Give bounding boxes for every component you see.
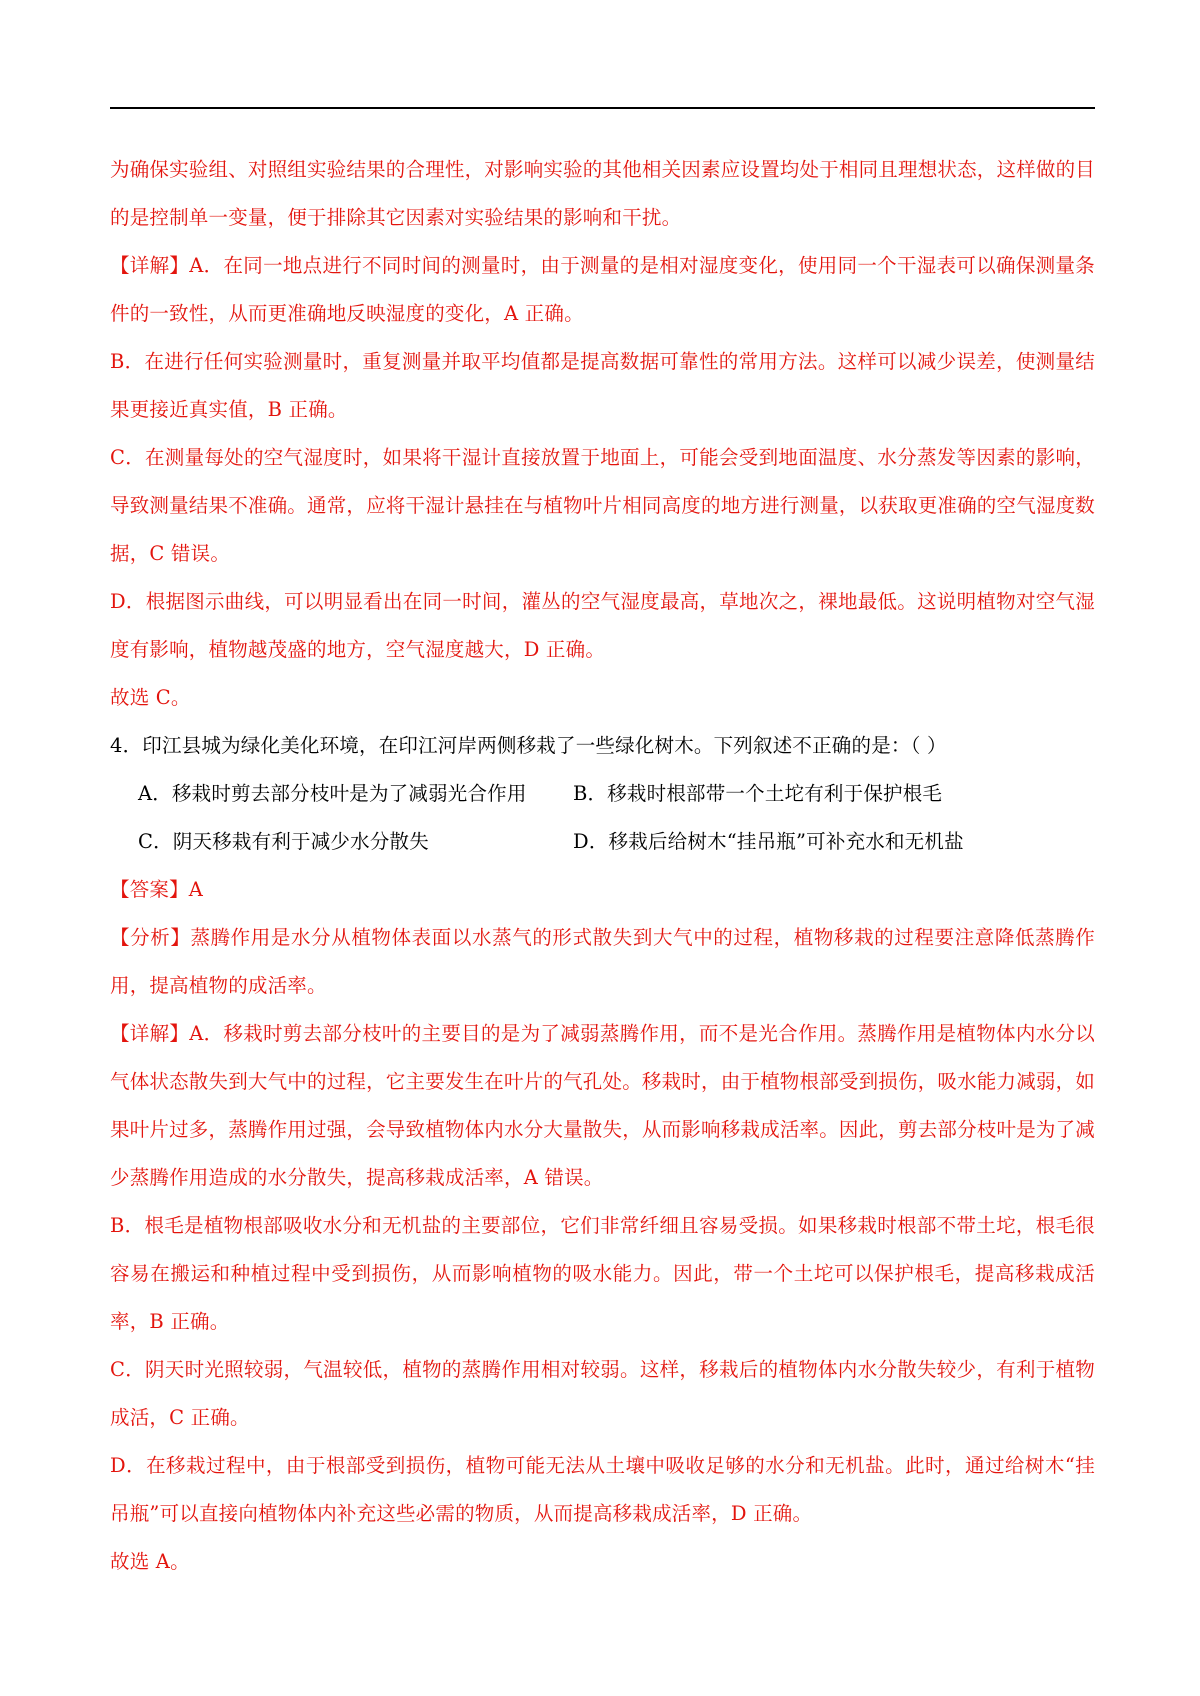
document-page (110, 0, 1095, 1696)
detail-paragraph-a2: 【详解】A．移栽时剪去部分枝叶的主要目的是为了减弱蒸腾作用，而不是光合作用。蒸腾作用是植物体内水分以气体状态散失到大气中的过程，它主要发生在叶片的气孔处。移栽时，由于植物根部受到损伤，吸水能力减弱，如果叶片过多，蒸腾作用过强，会导致植物体内水分大量散失，从而影响移栽成活率。因此，剪去部分枝叶是为了减少蒸腾作用造成的水分散失，提高移栽成活率，A 错误。 (110, 1022, 1096, 1189)
analysis-paragraph: 【分析】蒸腾作用是水分从植物体表面以水蒸气的形式散失到大气中的过程，植物移栽的过程要注意降低蒸腾作用，提高植物的成活率。 (110, 926, 1095, 997)
options-row-1 (110, 770, 1095, 818)
answer-label: 【答案】A (110, 878, 204, 901)
answer-choice-line: 故选 C。 (110, 686, 191, 709)
detail-paragraph-b: B．在进行任何实验测量时，重复测量并取平均值都是提高数据可靠性的常用方法。这样可以减少误差，使测量结果更接近真实值，B 正确。 (110, 350, 1095, 421)
options-row-2 (110, 818, 1095, 866)
option-b: B．移栽时根部带一个土坨有利于保护根毛 (573, 782, 943, 805)
option-d: D．移栽后给树木“挂吊瓶”可补充水和无机盐 (573, 830, 964, 853)
question-stem: 4．印江县城为绿化美化环境，在印江河岸两侧移栽了一些绿化树木。下列叙述不正确的是：（ ） (110, 734, 947, 757)
detail-paragraph-a: 【详解】A．在同一地点进行不同时间的测量时，由于测量的是相对湿度变化，使用同一个干湿表可以确保测量条件的一致性，从而更准确地反映湿度的变化，A 正确。 (110, 254, 1095, 325)
document-content (110, 146, 1095, 1586)
detail-paragraph-d: D．根据图示曲线，可以明显看出在同一时间，灌丛的空气湿度最高，草地次之，裸地最低。这说明植物对空气湿度有影响，植物越茂盛的地方，空气湿度越大，D 正确。 (110, 590, 1095, 661)
detail-paragraph-b2: B．根毛是植物根部吸收水分和无机盐的主要部位，它们非常纤细且容易受损。如果移栽时根部不带土坨，根毛很容易在搬运和种植过程中受到损伤，从而影响植物的吸水能力。因此，带一个土坨可以保护根毛，提高移栽成活率，B 正确。 (110, 1214, 1095, 1333)
detail-paragraph-d2: D．在移栽过程中，由于根部受到损伤，植物可能无法从土壤中吸收足够的水分和无机盐。此时，通过给树木“挂吊瓶”可以直接向植物体内补充这些必需的物质，从而提高移栽成活率，D 正确。 (110, 1454, 1095, 1525)
header-rule (110, 107, 1095, 109)
option-c: C．阴天移栽有利于减少水分散失 (138, 830, 429, 853)
explanation-paragraph: 为确保实验组、对照组实验结果的合理性，对影响实验的其他相关因素应设置均处于相同且理想状态，这样做的目的是控制单一变量，便于排除其它因素对实验结果的影响和干扰。 (110, 158, 1096, 229)
answer-choice-line-2: 故选 A。 (110, 1550, 190, 1573)
detail-paragraph-c: C．在测量每处的空气湿度时，如果将干湿计直接放置于地面上，可能会受到地面温度、水分蒸发等因素的影响，导致测量结果不准确。通常，应将干湿计悬挂在与植物叶片相同高度的地方进行测量，以获取更准确的空气湿度数据，C 错误。 (110, 446, 1096, 565)
detail-paragraph-c2: C．阴天时光照较弱，气温较低，植物的蒸腾作用相对较弱。这样，移栽后的植物体内水分散失较少，有利于植物成活，C 正确。 (110, 1358, 1095, 1429)
option-a: A．移栽时剪去部分枝叶是为了减弱光合作用 (138, 782, 527, 805)
